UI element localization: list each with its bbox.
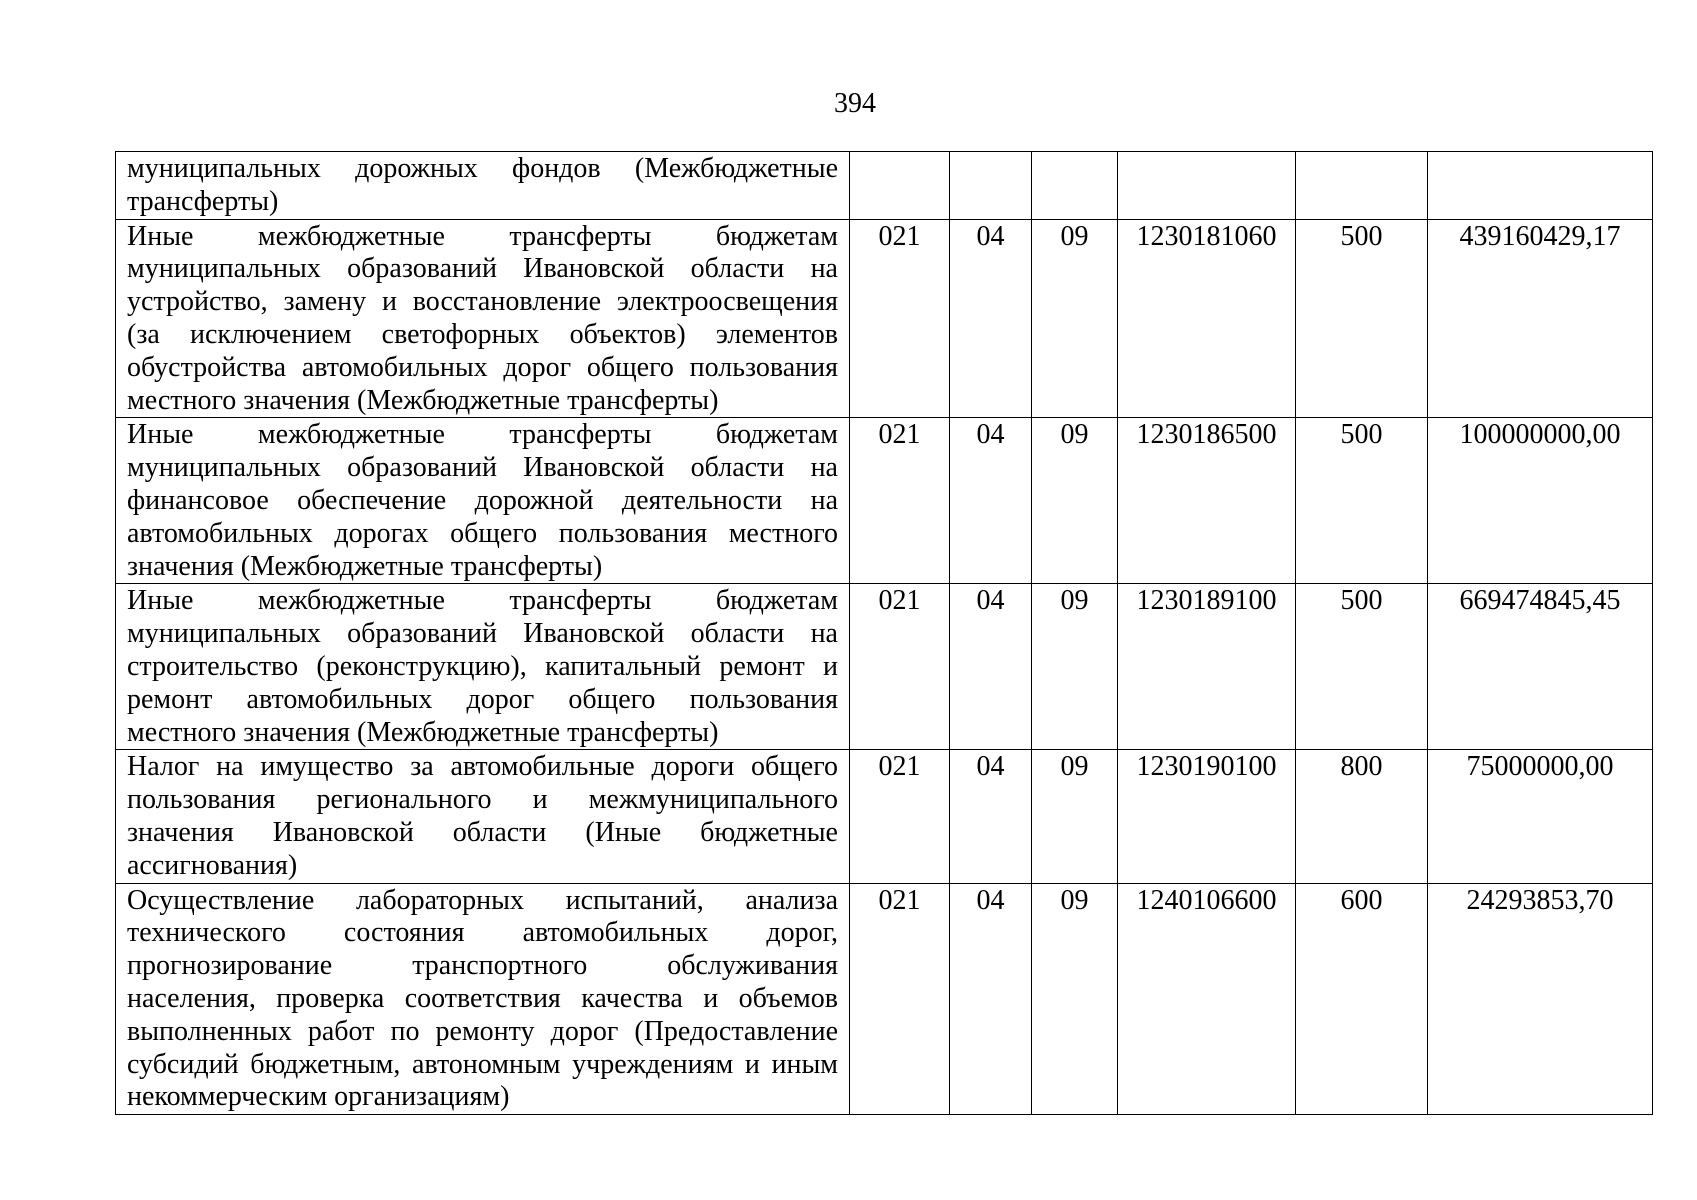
target-article-cell: 1230190100 xyxy=(1118,750,1296,883)
expense-type-cell: 600 xyxy=(1296,883,1428,1115)
amount-cell: 24293853,70 xyxy=(1428,883,1653,1115)
expense-type-cell: 500 xyxy=(1296,418,1428,584)
description-line: трансферты) xyxy=(127,185,279,217)
description-line: некоммерческим организациям) xyxy=(127,1081,510,1113)
target-article-cell: 1240106600 xyxy=(1118,883,1296,1115)
page-number: 394 xyxy=(834,88,876,119)
description-line: Иные межбюджетные трансферты бюджетам xyxy=(127,220,838,252)
section-cell: 04 xyxy=(950,584,1032,750)
description-cell xyxy=(116,152,850,220)
section-cell: 04 xyxy=(950,883,1032,1115)
description-line: прогнозирование транспортного обслуживания xyxy=(127,950,838,982)
description-line: местного значения (Межбюджетные трансферты) xyxy=(127,384,719,416)
subsection-cell xyxy=(1032,152,1118,220)
section-cell: 04 xyxy=(950,750,1032,883)
section-cell: 04 xyxy=(950,219,1032,418)
description-line: населения, проверка соответствия качества и объемов xyxy=(127,982,838,1014)
table-row xyxy=(116,750,1653,883)
description-line: значения (Межбюджетные трансферты) xyxy=(127,550,603,582)
description-line: местного значения (Межбюджетные трансферты) xyxy=(127,716,719,748)
description-line: муниципальных образований Ивановской области на xyxy=(127,452,838,484)
description-cell xyxy=(116,750,850,883)
target-article-cell: 1230189100 xyxy=(1118,584,1296,750)
target-article-cell: 1230181060 xyxy=(1118,219,1296,418)
description-line: обустройства автомобильных дорог общего пользования xyxy=(127,351,838,383)
table-row xyxy=(116,883,1653,1115)
description-cell xyxy=(116,219,850,418)
description-line: устройство, замену и восстановление электроосвещения xyxy=(127,286,838,318)
description-cell xyxy=(116,584,850,750)
description-line: пользования регионального и межмуниципального xyxy=(127,784,838,816)
admin-code-cell: 021 xyxy=(850,219,950,418)
subsection-cell: 09 xyxy=(1032,750,1118,883)
expense-type-cell: 500 xyxy=(1296,584,1428,750)
description-line: строительство (реконструкцию), капитальный ремонт и xyxy=(127,650,838,682)
description-line: значения Ивановской области (Иные бюджетные xyxy=(127,816,838,848)
expense-type-cell: 500 xyxy=(1296,219,1428,418)
description-line: ремонт автомобильных дорог общего пользования xyxy=(127,683,838,715)
admin-code-cell: 021 xyxy=(850,584,950,750)
target-article-cell xyxy=(1118,152,1296,220)
subsection-cell: 09 xyxy=(1032,883,1118,1115)
description-line: субсидий бюджетным, автономным учреждениям и иным xyxy=(127,1048,838,1080)
description-line: технического состояния автомобильных дорог, xyxy=(127,917,838,949)
subsection-cell: 09 xyxy=(1032,418,1118,584)
description-line: ассигнования) xyxy=(127,849,298,881)
admin-code-cell: 021 xyxy=(850,883,950,1115)
table-row xyxy=(116,584,1653,750)
table-row xyxy=(116,219,1653,418)
table-row xyxy=(116,152,1653,220)
expense-type-cell: 800 xyxy=(1296,750,1428,883)
amount-cell xyxy=(1428,152,1653,220)
admin-code-cell xyxy=(850,152,950,220)
description-line: Иные межбюджетные трансферты бюджетам xyxy=(127,585,838,617)
description-line: Налог на имущество за автомобильные дороги общего xyxy=(127,751,838,783)
subsection-cell: 09 xyxy=(1032,584,1118,750)
amount-cell: 669474845,45 xyxy=(1428,584,1653,750)
section-cell xyxy=(950,152,1032,220)
description-cell xyxy=(116,418,850,584)
amount-cell: 75000000,00 xyxy=(1428,750,1653,883)
target-article-cell: 1230186500 xyxy=(1118,418,1296,584)
description-line: выполненных работ по ремонту дорог (Предоставление xyxy=(127,1015,838,1047)
description-cell xyxy=(116,883,850,1115)
description-line: муниципальных образований Ивановской области на xyxy=(127,253,838,285)
amount-cell: 439160429,17 xyxy=(1428,219,1653,418)
admin-code-cell: 021 xyxy=(850,750,950,883)
description-line: муниципальных образований Ивановской области на xyxy=(127,618,838,650)
description-line: муниципальных дорожных фондов (Межбюджетные xyxy=(127,153,838,184)
section-cell: 04 xyxy=(950,418,1032,584)
description-line: (за исключением светофорных объектов) элементов xyxy=(127,318,838,350)
budget-table xyxy=(115,151,1653,1115)
table-row xyxy=(116,418,1653,584)
description-line: Иные межбюджетные трансферты бюджетам xyxy=(127,419,838,451)
description-line: Осуществление лабораторных испытаний, анализа xyxy=(127,884,838,916)
description-line: автомобильных дорогах общего пользования местного xyxy=(127,517,838,549)
amount-cell: 100000000,00 xyxy=(1428,418,1653,584)
subsection-cell: 09 xyxy=(1032,219,1118,418)
description-line: финансовое обеспечение дорожной деятельности на xyxy=(127,484,838,516)
expense-type-cell xyxy=(1296,152,1428,220)
admin-code-cell: 021 xyxy=(850,418,950,584)
